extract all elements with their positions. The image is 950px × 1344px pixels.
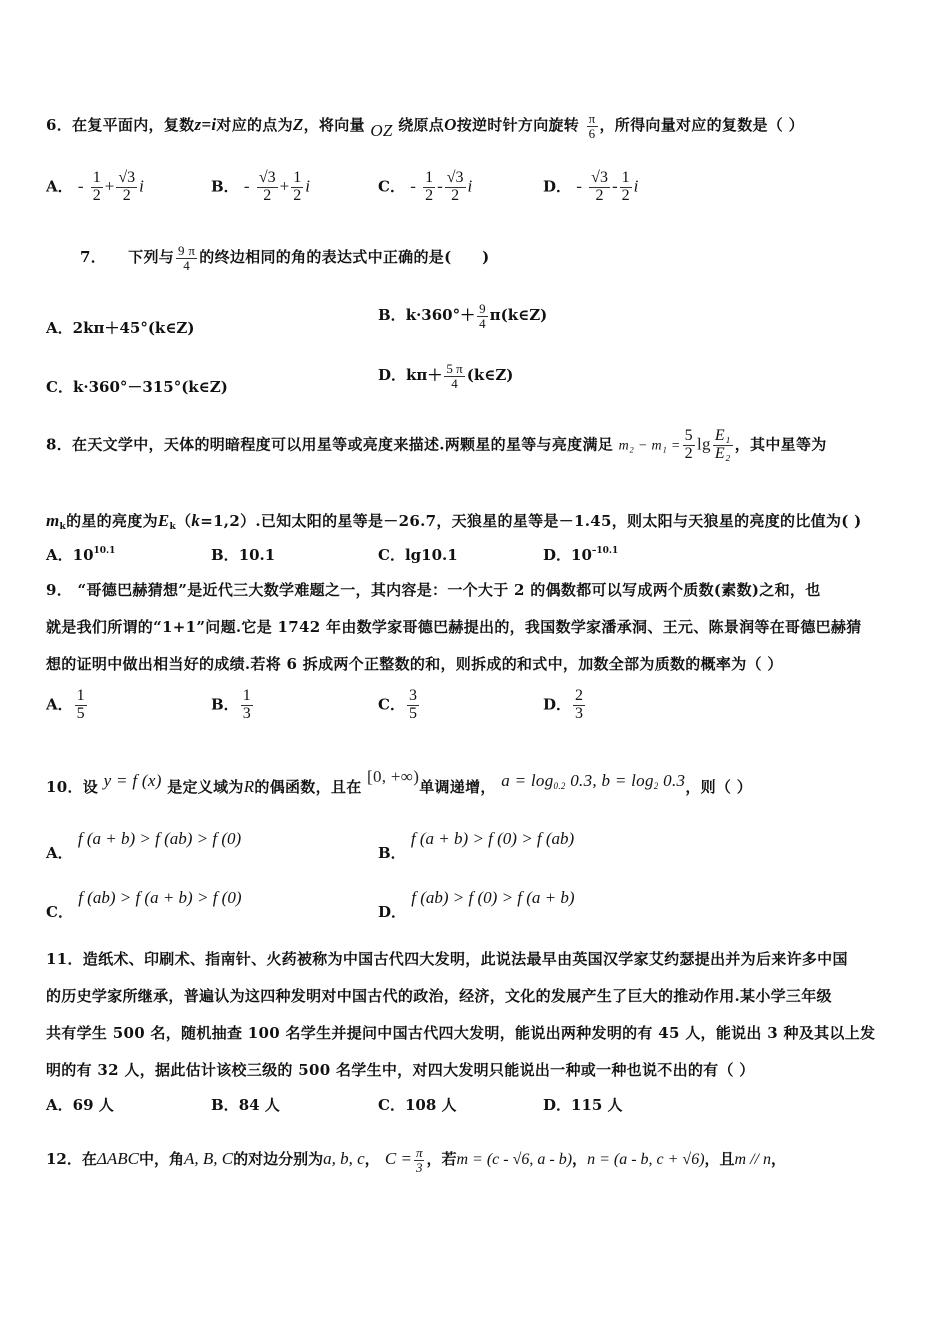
- q9-option-d[interactable]: D． $\frac{2}{3}$: [543, 687, 584, 722]
- q6-option-a[interactable]: A． - $\frac{1}{2}$ + $\frac{√3}{2}$ i: [46, 169, 144, 204]
- q6-option-c[interactable]: C． - $\frac{1}{2}$ - $\frac{√3}{2}$ i: [378, 169, 473, 204]
- q7-stem: 7． 下列与 $\frac{9 \pi}{4}$ 的终边相同的角的表达式中正确的是( ): [80, 243, 490, 273]
- q10-option-b[interactable]: B． f (a + b) > f (0) > f (ab): [378, 829, 575, 862]
- q11-line3: 共有学生 500 名，随机抽查 100 名学生并提问中国古代四大发明，能说出两种发明的有 45 人，能说出 3 种及其以上发: [46, 1024, 876, 1042]
- q7-option-d[interactable]: D．kπ＋ $\frac{5 \pi}{4}$ (k∈Z): [378, 361, 514, 391]
- q12-stem: 12．在ΔABC中，角A, B, C的对边分别为a, b, c， C = $\frac{\pi}{3}$ ，若m = (c - √6, a - b)，n = (a - b, c + √6)，且m // n，: [46, 1145, 787, 1175]
- q9-option-a[interactable]: A． $\frac{1}{5}$: [46, 687, 85, 722]
- q11-option-c[interactable]: C．108 人: [378, 1096, 457, 1114]
- q10-stem: 10．设 y = f (x) 是定义域为R的偶函数，且在 [0, +∞)单调递增， $a = \log_{0.2} 0.3$, $b = \log_2 0.3$，则（ ）: [46, 767, 753, 796]
- q9-option-c[interactable]: C． $\frac{3}{5}$: [378, 687, 417, 722]
- q6-option-d[interactable]: D． - $\frac{√3}{2}$ - $\frac{1}{2}$ i: [543, 169, 639, 204]
- vector-oz: OZ: [370, 121, 393, 141]
- q7-option-c[interactable]: C．k·360°－315°(k∈Z): [46, 378, 228, 396]
- q11-line2: 的历史学家所继承，普遍认为这四种发明对中国古代的政治，经济，文化的发展产生了巨大的推动作用.某小学三年级: [46, 987, 832, 1005]
- q8-option-b[interactable]: B．10.1: [211, 546, 276, 564]
- q10-option-c[interactable]: C． f (ab) > f (a + b) > f (0): [46, 888, 242, 921]
- q6-option-b[interactable]: B． - $\frac{√3}{2}$ + $\frac{1}{2}$ i: [211, 169, 310, 204]
- q9-option-b[interactable]: B． $\frac{1}{3}$: [211, 687, 251, 722]
- q11-line4: 明的有 32 人，据此估计该校三级的 500 名学生中，对四大发明只能说出一种或一种也说不出的有（ ）: [46, 1061, 755, 1079]
- q7-option-a[interactable]: A．2kπ＋45°(k∈Z): [46, 319, 195, 337]
- q11-option-a[interactable]: A．69 人: [46, 1096, 114, 1114]
- q10-option-a[interactable]: A． f (a + b) > f (ab) > f (0): [46, 829, 242, 862]
- q8-option-d[interactable]: D．$10^{-10.1}$: [543, 546, 619, 564]
- q6-stem: 6．在复平面内，复数z=i对应的点为Z，将向量 OZ 绕原点O按逆时针方向旋转 $\frac{\pi}{6}$ ，所得向量对应的复数是（ ）: [46, 111, 804, 141]
- q7-option-b[interactable]: B．k·360°＋ $\frac{9}{4}$ π(k∈Z): [378, 301, 548, 331]
- q8-line2: $m_k$的星的亮度为$E_k(k=1,2)$.已知太阳的星等是－26.7，天狼星的星等是－1.45，则太阳与天狼星的亮度的比值为( ): [46, 511, 862, 532]
- q9-line3: 想的证明中做出相当好的成绩.若将 6 拆成两个正整数的和，则拆成的和式中，加数全部为质数的概率为（ ）: [46, 655, 783, 673]
- q11-option-b[interactable]: B．84 人: [211, 1096, 280, 1114]
- q10-option-d[interactable]: D． f (ab) > f (0) > f (a + b): [378, 888, 575, 921]
- q11-line1: 11．造纸术、印刷术、指南针、火药被称为中国古代四大发明，此说法最早由英国汉学家艾约瑟提出并为后来许多中国: [46, 950, 848, 968]
- q9-line2: 就是我们所谓的“1+1”问题.它是 1742 年由数学家哥德巴赫提出的，我国数学家潘承洞、王元、陈景润等在哥德巴赫猜: [46, 618, 862, 636]
- q8-option-c[interactable]: C．lg10.1: [378, 546, 458, 564]
- angle-fraction: $\frac{\pi}{6}$: [588, 111, 596, 141]
- q11-option-d[interactable]: D．115 人: [543, 1096, 623, 1114]
- q8-option-a[interactable]: A．$10^{10.1}$: [46, 546, 116, 564]
- q9-line1: 9． “哥德巴赫猜想”是近代三大数学难题之一，其内容是：一个大于 2 的偶数都可以写成两个质数(素数)之和，也: [46, 581, 821, 599]
- q8-stem: 8．在天文学中，天体的明暗程度可以用星等或亮度来描述.两颗星的星等与亮度满足 m₂ − m₁ = $\frac{5}{2}$ lg $\frac{\text{E₁}}{\text{E₂}}$ ，其中星等为: [46, 427, 827, 462]
